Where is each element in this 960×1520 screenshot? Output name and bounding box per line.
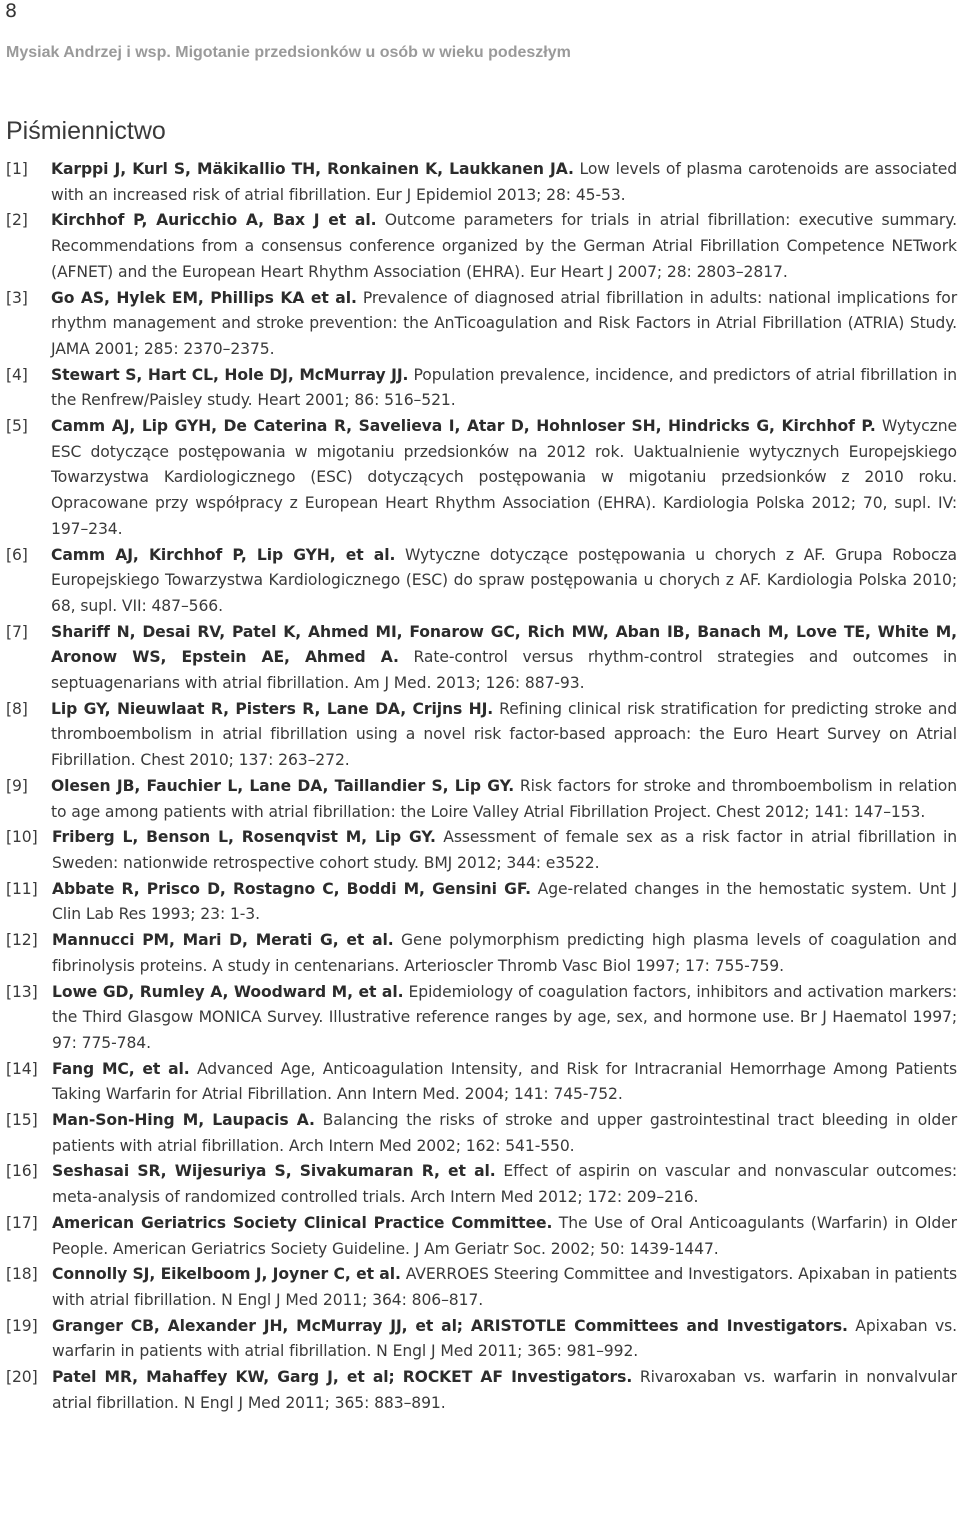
reference-number: [14] bbox=[6, 1059, 38, 1078]
reference-authors: Camm AJ, Kirchhof P, Lip GYH, et al. bbox=[51, 545, 396, 564]
reference-number: [15] bbox=[6, 1111, 38, 1130]
reference-number: [9] bbox=[6, 776, 28, 795]
reference-authors: Patel MR, Mahaffey KW, Garg J, et al; ROCKET AF Investigators. bbox=[52, 1368, 633, 1387]
reference-item bbox=[6, 1057, 957, 1108]
section-title: Piśmiennictwo bbox=[6, 117, 166, 145]
reference-list bbox=[6, 157, 957, 1416]
reference-authors: Mannucci PM, Mari D, Merati G, et al. bbox=[52, 931, 394, 950]
reference-text: Rate-control versus rhythm-control strategies and outcomes in septuagenarians with atrial fibrillation. Am J Med. 2013; 126: 887-93. bbox=[51, 648, 957, 693]
reference-authors: Friberg L, Benson L, Rosenqvist M, Lip GY. bbox=[52, 828, 436, 847]
reference-authors: Abbate R, Prisco D, Rostagno C, Boddi M, Gensini GF. bbox=[52, 879, 531, 898]
reference-number: [17] bbox=[6, 1213, 38, 1232]
reference-text: Gene polymorphism predicting high plasma levels of coagulation and fibrinolysis proteins. A study in centenarians. Arterioscler Thromb Vasc Biol 1997; 17: 755-759. bbox=[52, 931, 957, 975]
reference-item bbox=[6, 877, 957, 928]
reference-text: Balancing the risks of stroke and upper gastrointestinal tract bleeding in older patients with atrial fibrillation. Arch Intern Med 2002; 162: 541-550. bbox=[52, 1111, 958, 1155]
reference-number: [13] bbox=[6, 982, 38, 1001]
reference-text: Prevalence of diagnosed atrial fibrillation in adults: national implications for rhythm management and stroke prevention: the AnTicoagulation and Risk Factors in Atrial Fibrillation (ATRIA) Study. JAMA 2001; 285: 2370–2375. bbox=[51, 288, 958, 358]
reference-item bbox=[6, 286, 957, 363]
reference-authors: Connolly SJ, Eikelboom J, Joyner C, et al. bbox=[52, 1265, 401, 1284]
reference-text: Age-related changes in the hemostatic system. Unt J Clin Lab Res 1993; 23: 1-3. bbox=[52, 879, 957, 924]
reference-number: [10] bbox=[6, 828, 38, 847]
reference-authors: Stewart S, Hart CL, Hole DJ, McMurray JJ. bbox=[51, 365, 409, 384]
reference-authors: Man-Son-Hing M, Laupacis A. bbox=[52, 1111, 315, 1130]
reference-item bbox=[6, 363, 957, 414]
reference-text: Wytyczne ESC dotyczące postępowania w migotaniu przedsionków na 2012 rok. Uaktualnienie wytycznych Europejskiego Towarzystwa Kardiologicznego (ESC) dotyczących postępowania w migotaniu przedsionków z 2010 roku. Opracowane przy współpracy z European Heart Rhythm Association (EHRA). Kardiologia Polska 2012; 70, supl. IV: 197–234. bbox=[51, 417, 957, 538]
reference-number: [12] bbox=[6, 931, 38, 950]
page-number: 8 bbox=[5, 0, 18, 22]
reference-item bbox=[6, 697, 957, 774]
reference-authors: Seshasai SR, Wijesuriya S, Sivakumaran R, et al. bbox=[52, 1162, 496, 1181]
reference-text: Epidemiology of coagulation factors, inhibitors and activation markers: the Third Glasgow MONICA Survey. Illustrative reference ranges by age, sex, and hormone use. Br J Haematol 1997; 97: 775-784. bbox=[52, 982, 957, 1052]
reference-text: Rivaroxaban vs. warfarin in nonvalvular atrial fibrillation. N Engl J Med 2011; 365: 883–891. bbox=[52, 1368, 957, 1412]
reference-number: [19] bbox=[6, 1316, 38, 1335]
reference-number: [6] bbox=[6, 545, 28, 564]
reference-number: [18] bbox=[6, 1265, 38, 1284]
reference-authors: Camm AJ, Lip GYH, De Caterina R, Savelieva I, Atar D, Hohnloser SH, Hindricks G, Kirchhof P. bbox=[51, 417, 876, 436]
reference-item bbox=[6, 1108, 957, 1159]
reference-authors: Karppi J, Kurl S, Mäkikallio TH, Ronkainen K, Laukkanen JA. bbox=[51, 160, 574, 178]
reference-item bbox=[6, 1159, 957, 1210]
reference-text: Risk factors for stroke and thromboembolism in relation to age among patients with atrial fibrillation: the Loire Valley Atrial Fibrillation Project. Chest 2012; 141: 147–153. bbox=[51, 776, 957, 821]
reference-item bbox=[6, 157, 957, 208]
reference-text: Outcome parameters for trials in atrial fibrillation: executive summary. Recommendations from a consensus conference organized by the German Atrial Fibrillation Competence NETwork (AFNET) and the European Heart Rhythm Association (EHRA). Eur Heart J 2007; 28: 2803–2817. bbox=[51, 211, 957, 281]
reference-text: Refining clinical risk stratification for predicting stroke and thromboembolism in atrial fibrillation using a novel risk factor-based approach: the Euro Heart Survey on Atrial Fibrillation. Chest 2010; 137: 263–272. bbox=[51, 699, 957, 770]
reference-authors: Fang MC, et al. bbox=[52, 1059, 190, 1078]
reference-item bbox=[6, 825, 957, 876]
reference-number: [4] bbox=[6, 365, 28, 384]
reference-number: [11] bbox=[6, 879, 38, 898]
reference-authors: Lip GY, Nieuwlaat R, Pisters R, Lane DA, Crijns HJ. bbox=[51, 699, 494, 718]
reference-text: Assessment of female sex as a risk factor in atrial fibrillation in Sweden: nationwide retrospective cohort study. BMJ 2012; 344: e3522. bbox=[52, 828, 957, 872]
reference-number: [16] bbox=[6, 1162, 38, 1181]
reference-authors: Go AS, Hylek EM, Phillips KA et al. bbox=[51, 288, 357, 307]
reference-text: Wytyczne dotyczące postępowania u chorych z AF. Grupa Robocza Europejskiego Towarzystwa Kardiologicznego (ESC) do spraw postępowania u chorych z AF. Kardiologia Polska 2010; 68, supl. VII: 487–566. bbox=[51, 545, 957, 615]
reference-number: [1] bbox=[6, 160, 28, 178]
reference-authors: Olesen JB, Fauchier L, Lane DA, Taillandier S, Lip GY. bbox=[51, 776, 515, 795]
reference-authors: Shariff N, Desai RV, Patel K, Ahmed MI, Fonarow GC, Rich MW, Aban IB, Banach M, Love TE, White M, Aronow WS, Epstein AE, Ahmed A. bbox=[51, 622, 957, 667]
reference-number: [20] bbox=[6, 1368, 38, 1387]
reference-item bbox=[6, 543, 957, 620]
reference-number: [3] bbox=[6, 288, 28, 307]
reference-text: Low levels of plasma carotenoids are associated with an increased risk of atrial fibrillation. Eur J Epidemiol 2013; 28: 45-53. bbox=[51, 160, 958, 204]
reference-item bbox=[6, 980, 957, 1057]
reference-authors: American Geriatrics Society Clinical Practice Committee. bbox=[52, 1213, 553, 1232]
reference-item bbox=[6, 1262, 957, 1313]
reference-item bbox=[6, 620, 957, 697]
reference-authors: Lowe GD, Rumley A, Woodward M, et al. bbox=[52, 982, 404, 1001]
reference-item bbox=[6, 928, 957, 979]
running-head: Mysiak Andrzej i wsp. Migotanie przedsionków u osób w wieku podeszłym bbox=[6, 44, 571, 61]
reference-item bbox=[6, 1211, 957, 1262]
reference-item bbox=[6, 208, 957, 285]
reference-text: The Use of Oral Anticoagulants (Warfarin) in Older People. American Geriatrics Society Guideline. J Am Geriatr Soc. 2002; 50: 1439-1447. bbox=[52, 1213, 957, 1258]
reference-text: Effect of aspirin on vascular and nonvascular outcomes: meta-analysis of randomized controlled trials. Arch Intern Med 2012; 172: 209–216. bbox=[52, 1162, 958, 1207]
reference-number: [8] bbox=[6, 699, 28, 718]
reference-text: Apixaban vs. warfarin in patients with atrial fibrillation. N Engl J Med 2011; 365: 981–992. bbox=[52, 1316, 957, 1361]
reference-number: [7] bbox=[6, 622, 28, 641]
reference-item bbox=[6, 414, 957, 543]
reference-authors: Granger CB, Alexander JH, McMurray JJ, et al; ARISTOTLE Committees and Investigators. bbox=[52, 1316, 848, 1335]
reference-item bbox=[6, 774, 957, 825]
reference-authors: Kirchhof P, Auricchio A, Bax J et al. bbox=[51, 211, 377, 230]
reference-text: Population prevalence, incidence, and predictors of atrial fibrillation in the Renfrew/Paisley study. Heart 2001; 86: 516–521. bbox=[51, 365, 958, 410]
reference-item bbox=[6, 1365, 957, 1416]
reference-text: Advanced Age, Anticoagulation Intensity, and Risk for Intracranial Hemorrhage Among Patients Taking Warfarin for Atrial Fibrillation. Ann Intern Med. 2004; 141: 745-752. bbox=[52, 1059, 957, 1104]
reference-text: AVERROES Steering Committee and Investigators. Apixaban in patients with atrial fibrillation. N Engl J Med 2011; 364: 806–817. bbox=[52, 1265, 958, 1309]
reference-number: [5] bbox=[6, 417, 28, 436]
reference-item bbox=[6, 1314, 957, 1365]
reference-number: [2] bbox=[6, 211, 28, 230]
